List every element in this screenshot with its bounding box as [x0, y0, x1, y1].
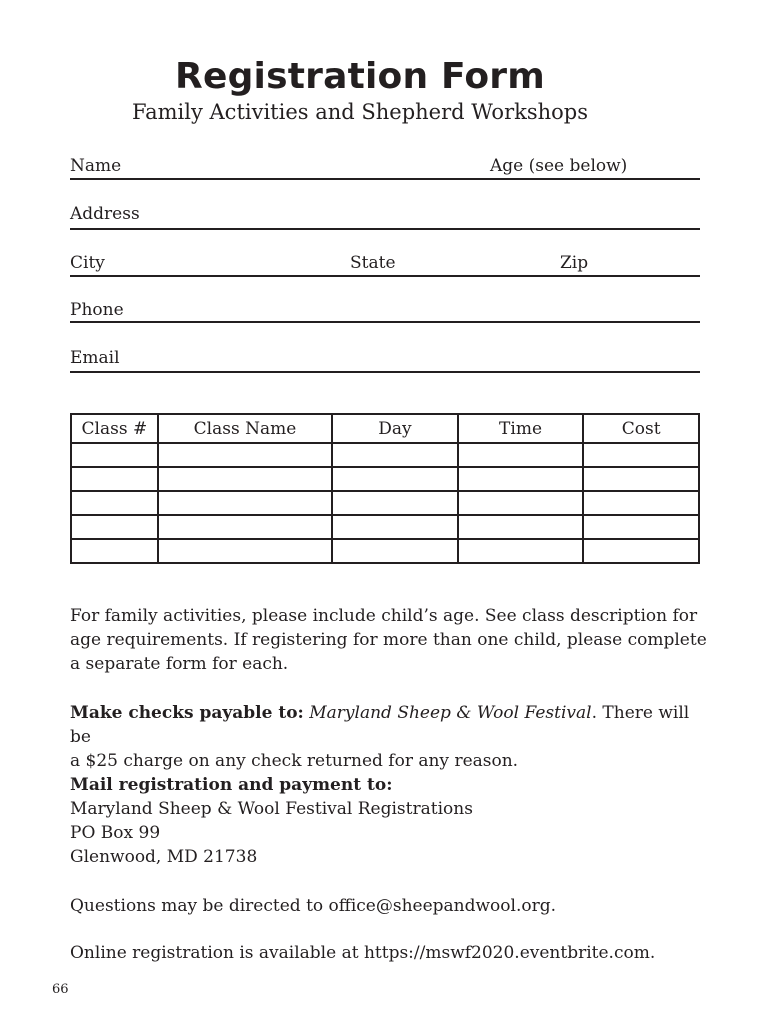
address-line[interactable] [70, 228, 700, 230]
table-cell[interactable] [458, 443, 584, 467]
family-activities-note [70, 604, 710, 676]
table-cell[interactable] [458, 491, 584, 515]
table-cell[interactable] [332, 443, 458, 467]
table-cell[interactable] [158, 443, 332, 467]
name-age-line[interactable] [70, 178, 700, 180]
form-title: Registration Form [175, 56, 545, 97]
table-row [71, 491, 699, 515]
checks-line1-rest: . There will be [70, 703, 690, 747]
phone-label: Phone [70, 300, 124, 320]
table-cell[interactable] [332, 515, 458, 539]
table-cell[interactable] [458, 467, 584, 491]
name-label: Name [70, 156, 122, 176]
table-row [71, 539, 699, 563]
table-cell[interactable] [458, 515, 584, 539]
mail-label: Mail registration and payment to: [70, 775, 393, 795]
online-line: Online registration is available at https://mswf2020.eventbrite.com. [70, 943, 656, 963]
online-registration-note [70, 941, 710, 965]
city-state-zip-line[interactable] [70, 275, 700, 277]
checks-label: Make checks payable to: [70, 703, 304, 723]
column-header-class-number: Class # [71, 414, 158, 443]
mail-po-box: PO Box 99 [70, 823, 161, 843]
age-label: Age (see below) [490, 156, 628, 176]
checks-line-2: a $25 charge on any check returned for any reason. [70, 751, 519, 771]
checks-payable-note [70, 701, 710, 773]
questions-line: Questions may be directed to office@sheepandwool.org. [70, 896, 557, 916]
address-label: Address [70, 204, 140, 224]
table-cell[interactable] [583, 467, 699, 491]
class-table [70, 413, 700, 564]
state-label: State [350, 253, 396, 273]
table-cell[interactable] [158, 491, 332, 515]
email-label: Email [70, 348, 120, 368]
table-body [71, 443, 699, 563]
family-note-line: age requirements. If registering for more than one child, please complete [70, 630, 707, 650]
phone-line[interactable] [70, 321, 700, 323]
family-note-line: a separate form for each. [70, 654, 289, 674]
questions-note [70, 894, 710, 918]
mail-org: Maryland Sheep & Wool Festival Registrations [70, 799, 473, 819]
table-cell[interactable] [458, 539, 584, 563]
form-subtitle: Family Activities and Shepherd Workshops [131, 100, 589, 124]
table-cell[interactable] [71, 539, 158, 563]
table-cell[interactable] [71, 515, 158, 539]
zip-label: Zip [560, 253, 589, 273]
table-cell[interactable] [71, 467, 158, 491]
city-label: City [70, 253, 105, 273]
mail-city: Glenwood, MD 21738 [70, 847, 258, 867]
table-cell[interactable] [332, 539, 458, 563]
column-header-time: Time [458, 414, 584, 443]
table-cell[interactable] [71, 491, 158, 515]
table-row [71, 467, 699, 491]
table-cell[interactable] [583, 491, 699, 515]
column-header-day: Day [332, 414, 458, 443]
table-cell[interactable] [71, 443, 158, 467]
table-cell[interactable] [158, 467, 332, 491]
table-cell[interactable] [332, 491, 458, 515]
page-number: 66 [52, 982, 69, 997]
table-header-row [71, 414, 699, 443]
checks-payee: Maryland Sheep & Wool Festival [309, 703, 592, 723]
email-line[interactable] [70, 371, 700, 373]
table-cell[interactable] [583, 515, 699, 539]
checks-line-1 [70, 701, 710, 749]
mail-registration-block [70, 773, 710, 869]
table-row [71, 443, 699, 467]
column-header-class-name: Class Name [158, 414, 332, 443]
table-cell[interactable] [332, 467, 458, 491]
table-cell[interactable] [158, 515, 332, 539]
table-row [71, 515, 699, 539]
table-cell[interactable] [583, 539, 699, 563]
table-cell[interactable] [158, 539, 332, 563]
family-note-line: For family activities, please include child’s age. See class description for [70, 606, 698, 626]
table-cell[interactable] [583, 443, 699, 467]
column-header-cost: Cost [583, 414, 699, 443]
